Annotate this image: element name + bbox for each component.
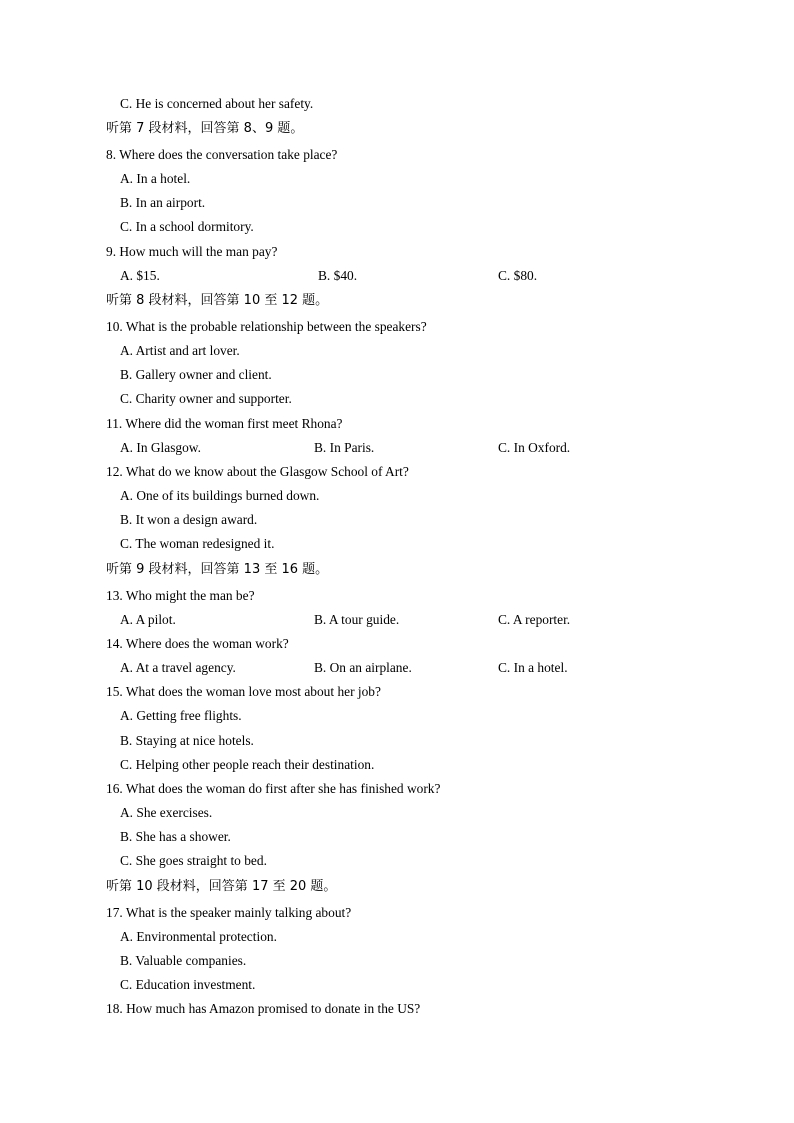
question-8: 8. Where does the conversation take place? bbox=[106, 147, 338, 162]
q16-option-c: C. She goes straight to bed. bbox=[120, 853, 267, 868]
q11-option-c: C. In Oxford. bbox=[498, 440, 571, 455]
q13-option-b: B. A tour guide. bbox=[314, 612, 400, 627]
section-7-heading: 听第 7 段材料，回答第 8、9 题。 bbox=[106, 121, 304, 136]
q17-option-a: A. Environmental protection. bbox=[120, 929, 277, 944]
question-14: 14. Where does the woman work? bbox=[106, 636, 289, 651]
question-18: 18. How much has Amazon promised to donate in the US? bbox=[106, 1001, 421, 1016]
q8-option-c: C. In a school dormitory. bbox=[120, 219, 254, 234]
q8-option-a: A. In a hotel. bbox=[120, 171, 191, 186]
question-12: 12. What do we know about the Glasgow School of Art? bbox=[106, 464, 409, 479]
q12-option-a: A. One of its buildings burned down. bbox=[120, 488, 320, 503]
q7-option-c: C. He is concerned about her safety. bbox=[120, 96, 314, 111]
question-9: 9. How much will the man pay? bbox=[106, 244, 278, 259]
q12-option-c: C. The woman redesigned it. bbox=[120, 536, 275, 551]
question-17: 17. What is the speaker mainly talking about? bbox=[106, 905, 352, 920]
q11-option-a: A. In Glasgow. bbox=[120, 440, 201, 455]
q14-option-c: C. In a hotel. bbox=[498, 660, 568, 675]
q13-option-a: A. A pilot. bbox=[120, 612, 176, 627]
q16-option-b: B. She has a shower. bbox=[120, 829, 231, 844]
question-16: 16. What does the woman do first after she has finished work? bbox=[106, 781, 441, 796]
q17-option-b: B. Valuable companies. bbox=[120, 953, 247, 968]
question-13: 13. Who might the man be? bbox=[106, 588, 255, 603]
q13-option-c: C. A reporter. bbox=[498, 612, 571, 627]
section-8-heading: 听第 8 段材料，回答第 10 至 12 题。 bbox=[106, 293, 329, 308]
q17-option-c: C. Education investment. bbox=[120, 977, 256, 992]
q10-option-a: A. Artist and art lover. bbox=[120, 343, 240, 358]
section-10-heading: 听第 10 段材料，回答第 17 至 20 题。 bbox=[106, 879, 337, 894]
q9-option-c: C. $80. bbox=[498, 268, 538, 283]
q15-option-c: C. Helping other people reach their destination. bbox=[120, 757, 375, 772]
q10-option-b: B. Gallery owner and client. bbox=[120, 367, 272, 382]
q8-option-b: B. In an airport. bbox=[120, 195, 206, 210]
q11-option-b: B. In Paris. bbox=[314, 440, 375, 455]
q14-option-b: B. On an airplane. bbox=[314, 660, 412, 675]
question-11: 11. Where did the woman first meet Rhona? bbox=[106, 416, 343, 431]
q14-option-a: A. At a travel agency. bbox=[120, 660, 236, 675]
question-10: 10. What is the probable relationship between the speakers? bbox=[106, 319, 427, 334]
q10-option-c: C. Charity owner and supporter. bbox=[120, 391, 292, 406]
section-9-heading: 听第 9 段材料，回答第 13 至 16 题。 bbox=[106, 562, 329, 577]
q9-option-a: A. $15. bbox=[120, 268, 160, 283]
q16-option-a: A. She exercises. bbox=[120, 805, 213, 820]
q15-option-b: B. Staying at nice hotels. bbox=[120, 733, 254, 748]
q12-option-b: B. It won a design award. bbox=[120, 512, 258, 527]
question-15: 15. What does the woman love most about her job? bbox=[106, 684, 381, 699]
q9-option-b: B. $40. bbox=[318, 268, 358, 283]
q15-option-a: A. Getting free flights. bbox=[120, 708, 242, 723]
